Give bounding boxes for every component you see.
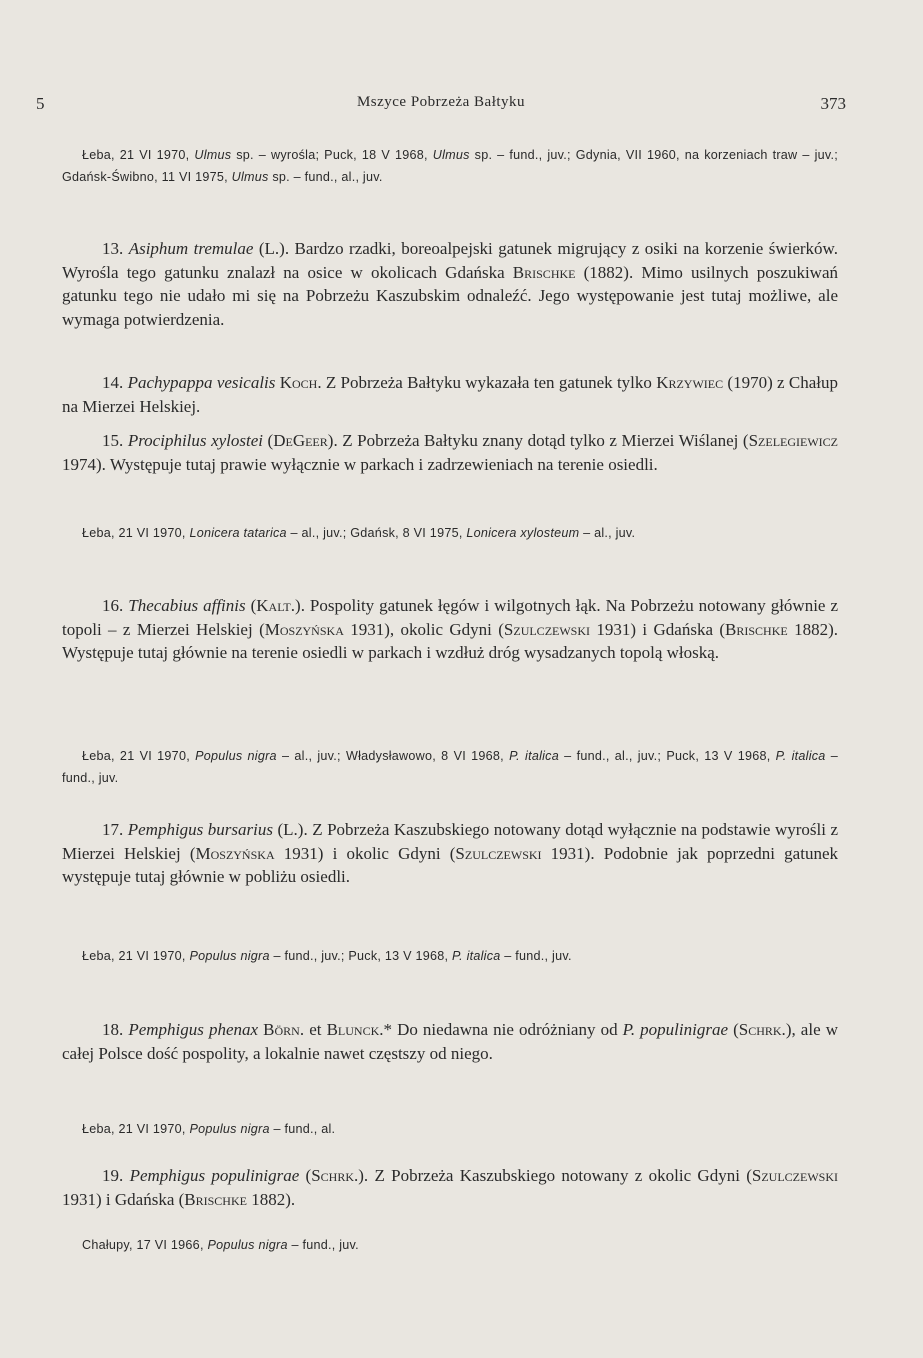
locality-record-populus-4: Chałupy, 17 VI 1966, Populus nigra – fund., juv. [82, 1238, 359, 1252]
species-18-paragraph: 18. Pemphigus phenax Börn. et Blunck.* Do niedawna nie odróżniany od P. populinigrae (Schrk.), ale w całej Polsce dość pospolity, a lokalnie nawet częstszy od niego. [62, 1020, 838, 1063]
species-13-paragraph: 13. Asiphum tremulae (L.). Bardzo rzadki, boreoalpejski gatunek migrujący z osiki na korzenie świerków. Wyrośla tego gatunku znalazł na osice w okolicach Gdańska Brischke (1882). Mimo usilnych poszukiwań gatunku tego nie udało mi się na Pobrzeżu Kaszubskim odnaleźć. Jego występowanie jest tutaj możliwe, ale wymaga potwierdzenia. [62, 239, 838, 329]
locality-record-populus-1: Łeba, 21 VI 1970, Populus nigra – al., juv.; Władysławowo, 8 VI 1968, P. italica – fund., al., juv.; Puck, 13 V 1968, P. italica – fund., juv. [62, 749, 839, 785]
header-section-number: 5 [36, 94, 45, 113]
running-header [36, 94, 846, 116]
species-17-paragraph: 17. Pemphigus bursarius (L.). Z Pobrzeża Kaszubskiego notowany dotąd wyłącznie na podstawie wyrośli z Mierzei Helskiej (Moszyńska 1931) i okolic Gdyni (Szulczewski 1931). Podobnie jak poprzedni gatunek występuje tutaj głównie w pobliżu osiedli. [62, 820, 838, 887]
species-name: Pemphigus bursarius [127, 820, 273, 839]
species-name: Pachypappa vesicalis [127, 373, 276, 392]
locality-record-populus-3: Łeba, 21 VI 1970, Populus nigra – fund., al. [82, 1122, 336, 1136]
species-name: Thecabius affinis [128, 596, 246, 615]
species-name: Prociphilus xylostei [127, 431, 263, 450]
header-title: Mszyce Pobrzeża Bałtyku [356, 94, 526, 110]
locality-record-populus-2: Łeba, 21 VI 1970, Populus nigra – fund., juv.; Puck, 13 V 1968, P. italica – fund., juv. [82, 949, 572, 963]
species-name: Pemphigus populinigrae [129, 1166, 300, 1185]
locality-record-lonicera: Łeba, 21 VI 1970, Lonicera tatarica – al., juv.; Gdańsk, 8 VI 1975, Lonicera xylosteum – al., juv. [82, 526, 636, 540]
locality-record-ulmus: Łeba, 21 VI 1970, Ulmus sp. – wyrośla; Puck, 18 V 1968, Ulmus sp. – fund., juv.; Gdynia, VII 1960, na korzeniach traw – juv.; Gdańsk-Świbno, 11 VI 1975, Ulmus sp. – fund., al., juv. [62, 148, 839, 184]
species-14-paragraph: 14. Pachypappa vesicalis Koch. Z Pobrzeża Bałtyku wykazała ten gatunek tylko Krzywiec (1970) z Chałup na Mierzei Helskiej. [62, 373, 839, 416]
species-19-paragraph: 19. Pemphigus populinigrae (Schrk.). Z Pobrzeża Kaszubskiego notowany z okolic Gdyni (Szulczewski 1931) i Gdańska (Brischke 1882). [62, 1166, 838, 1209]
species-16-paragraph: 16. Thecabius affinis (Kalt.). Pospolity gatunek łęgów i wilgotnych łąk. Na Pobrzeżu notowany głównie z topoli – z Mierzei Helskiej (Moszyńska 1931), okolic Gdyni (Szulczewski 1931) i Gdańska (Brischke 1882). Występuje tutaj głównie na terenie osiedli w parkach i wzdłuż dróg wysadzanych topolą włoską. [62, 596, 838, 663]
species-name: Asiphum tremulae [128, 239, 254, 258]
species-15-paragraph: 15. Prociphilus xylostei (DeGeer). Z Pobrzeża Bałtyku znany dotąd tylko z Mierzei Wiślanej (Szelegiewicz 1974). Występuje tutaj prawie wyłącznie w parkach i zadrzewieniach na terenie osiedli. [62, 431, 839, 474]
page-number: 373 [820, 94, 846, 113]
species-name: Pemphigus phenax [128, 1020, 259, 1039]
